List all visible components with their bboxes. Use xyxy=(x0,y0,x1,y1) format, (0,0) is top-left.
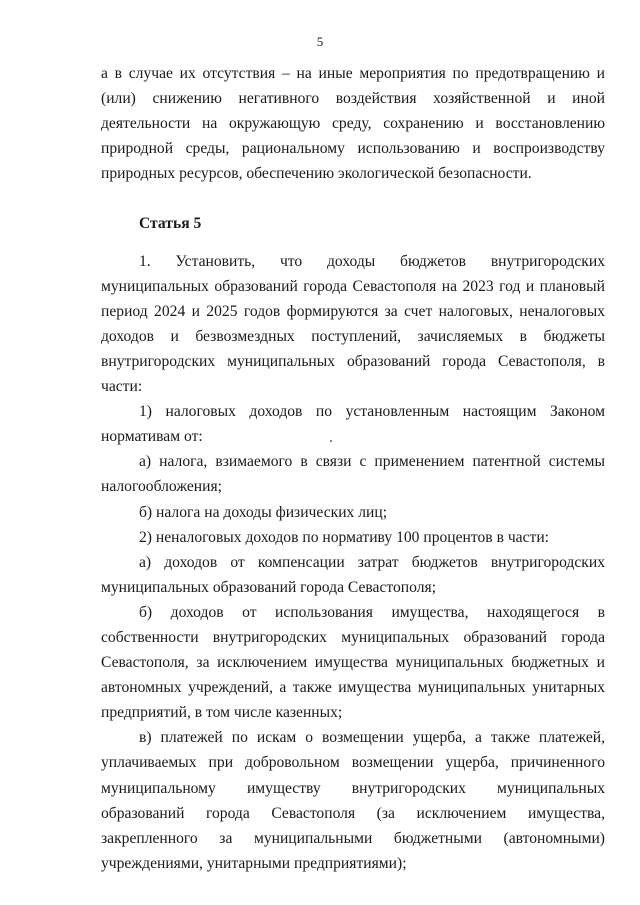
page-number: 5 xyxy=(316,34,324,49)
document-body xyxy=(101,61,605,876)
paragraph-1-2: 2) неналоговых доходов по нормативу 100 процентов в части: xyxy=(139,528,550,546)
paragraph-1-1-b: б) налога на доходы физических лиц; xyxy=(139,503,388,521)
paragraph-1: 1. Установить, что доходы бюджетов внутригородских муниципальных образований города Севастополя на 2023 год и плановый период 2024 и 2025 годов формируются за счет налоговых, неналоговых доходов и безвозмездных поступлений, зачисляемых в бюджеты внутригородских муниципальных образований города Севастополя, в части: xyxy=(101,252,605,396)
scan-speck xyxy=(330,440,332,442)
paragraph-1-1: 1) налоговых доходов по установленным настоящим Законом нормативам от: xyxy=(101,403,605,446)
article-heading: Статья 5 xyxy=(139,215,202,233)
paragraph-1-2-v: в) платежей по искам о возмещении ущерба, а также платежей, уплачиваемых при добровольном возмещении ущерба, причиненного муниципальному имуществу внутригородских муниципальных образований города Севастополя (за исключением имущества, закрепленного за муниципальными бюджетными (автономными) учреждениями, унитарными предприятиями); xyxy=(101,729,605,872)
paragraph-1-1-a: а) налога, взимаемого в связи с применением патентной системы налогообложения; xyxy=(101,453,605,496)
paragraph-1-2-b: б) доходов от использования имущества, находящегося в собственности внутригородских муниципальных образований города Севастополя, за исключением имущества муниципальных бюджетных и автономных учреждений, а также имущества муниципальных унитарных предприятий, в том числе казенных; xyxy=(101,603,605,722)
paragraph-1-2-a: а) доходов от компенсации затрат бюджетов внутригородских муниципальных образований города Севастополя; xyxy=(101,553,605,596)
intro-paragraph: а в случае их отсутствия – на иные мероприятия по предотвращению и (или) снижению негативного воздействия хозяйственной и иной деятельности на окружающую среду, сохранению и восстановлению природной среды, рациональному использованию и воспроизводству природных ресурсов, обеспечению экологической безопасности. xyxy=(101,65,605,183)
